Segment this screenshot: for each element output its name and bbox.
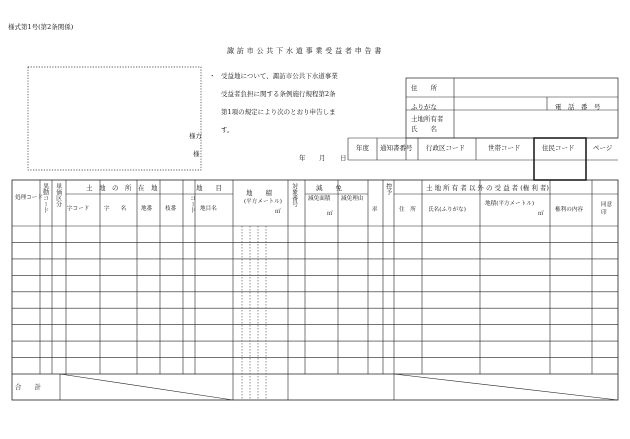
date-year: 年 xyxy=(299,154,306,162)
header-other-area: 地積(平方メートル) xyxy=(485,201,535,207)
code-jumin-label: 住民コード xyxy=(542,144,575,152)
header-other-seal: 同意印 xyxy=(601,202,613,217)
header-chimoku-name: 地目名 xyxy=(200,206,217,212)
date-day: 日 xyxy=(340,154,347,162)
date-month: 月 xyxy=(319,154,326,162)
header-chimoku-group: 地 目 xyxy=(196,184,222,192)
header-other-group: 土 地 所 有 者 以 外 の 受 益 者 (権 利 者) xyxy=(426,184,549,192)
intro-line-3: 第1項の規定により次のとおり申告しま xyxy=(221,108,336,116)
code-nendo-label: 年度 xyxy=(356,144,369,152)
header-edaban: 枝番 xyxy=(165,206,177,212)
header-aza-code: 字コード xyxy=(67,206,90,212)
grid-line xyxy=(394,374,618,400)
header-aza-name: 字 名 xyxy=(104,206,127,212)
addressee-kata: 様方 xyxy=(189,132,202,140)
header-other-right: 権利の内容 xyxy=(555,207,583,213)
header-location-group: 土 地 の 所 在 地 xyxy=(86,184,158,192)
header-rate: 率 xyxy=(372,207,378,213)
header-taisho-bango: 対象番号 xyxy=(290,183,298,207)
owner-phone-label: 電 話 番 号 xyxy=(555,103,601,111)
header-other-sqm: ㎡ xyxy=(538,211,544,217)
header-genmen-sqm: ㎡ xyxy=(327,211,333,217)
header-other-address: 住 所 xyxy=(399,207,416,213)
owner-address-label: 住 所 xyxy=(411,84,437,92)
total-label: 合 計 xyxy=(15,383,41,391)
code-setai-label: 世帯コード xyxy=(488,144,521,152)
intro-bullet: ・ xyxy=(209,72,216,80)
grid-box xyxy=(12,180,618,400)
header-chimoku-code: コード xyxy=(188,195,196,213)
owner-name-label-2: 氏 名 xyxy=(411,125,437,133)
header-shori-code: 処理コード xyxy=(15,195,43,201)
code-page-label: ページ xyxy=(593,144,613,152)
header-genmen-reason: 減免理由 xyxy=(341,196,364,202)
header-hikae: 控予 xyxy=(384,183,392,195)
owner-furigana-label: ふりがな xyxy=(411,103,437,111)
header-other-name: 氏名(ふりがな) xyxy=(428,207,466,213)
header-area: 地 積 xyxy=(246,189,272,197)
header-ido-code: 異動コード xyxy=(41,183,49,213)
header-tanka-kubun: 単価区分 xyxy=(54,183,62,207)
owner-name-label-1: 土地所有者 xyxy=(411,115,444,123)
header-genmen-area: 減免面積 xyxy=(308,196,331,202)
header-area-unit: (平方メートル) xyxy=(244,199,282,205)
addressee-sama: 様 xyxy=(193,150,200,158)
grid-line xyxy=(60,374,233,400)
header-area-sqm: ㎡ xyxy=(275,209,281,215)
page-title: 諏 訪 市 公 共 下 水 道 事 業 受 益 者 申 告 書 xyxy=(227,47,382,55)
grid-box xyxy=(28,67,201,170)
intro-line-4: す。 xyxy=(221,126,234,134)
header-genmen-group: 減 免 xyxy=(316,184,342,192)
code-tsuchisho-label: 通知書番号 xyxy=(380,144,413,152)
header-chiban: 地番 xyxy=(141,206,153,212)
code-gyoseiku-label: 行政区コード xyxy=(426,144,465,152)
intro-line-2: 受益者負担に関する条例施行規程第2条 xyxy=(221,90,336,98)
intro-line-1: 受益地について、諏訪市公共下水道事業 xyxy=(221,72,338,80)
form-label: 様式第1号(第2条関係) xyxy=(8,23,74,31)
